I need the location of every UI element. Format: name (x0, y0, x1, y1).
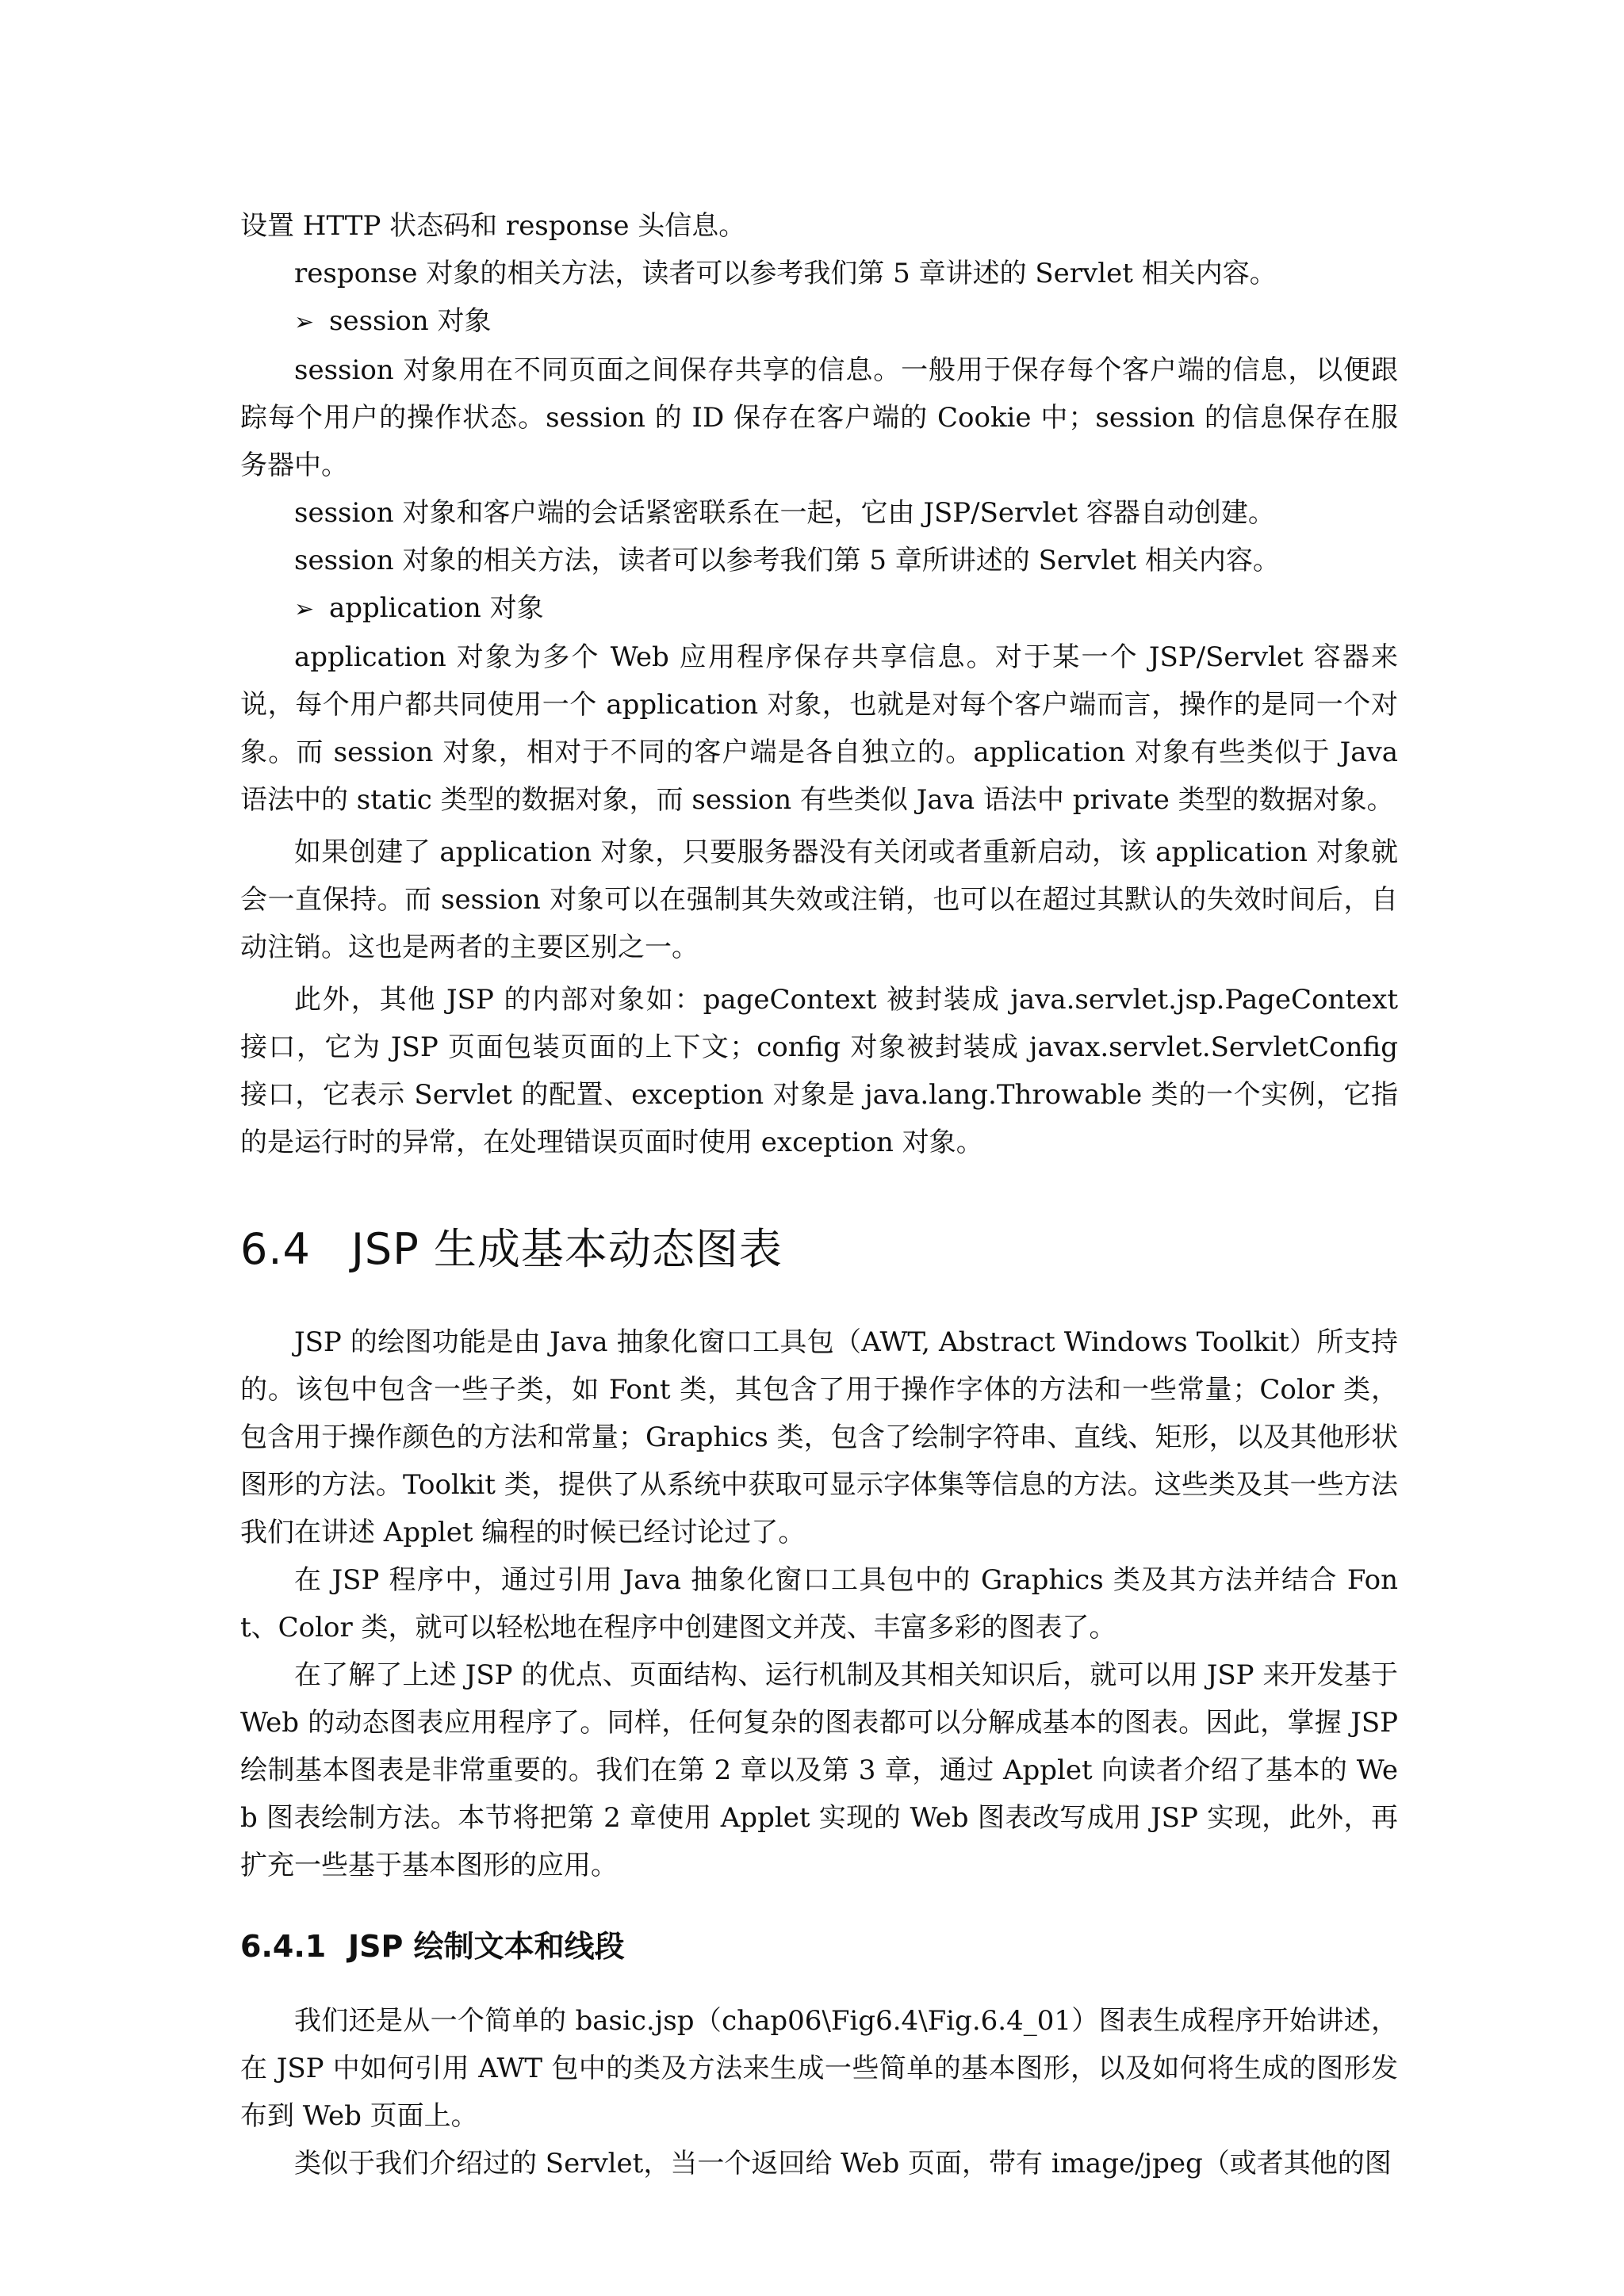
bullet-item-session (240, 297, 1398, 346)
bullet-label: application 对象 (329, 592, 544, 624)
paragraph: 如果创建了 application 对象，只要服务器没有关闭或者重新启动，该 application 对象就会一直保持。而 session 对象可以在强制其失效或注销，也可以在超过其默认的失效时间后，自动注销。这也是两者的主要区别之一。 (240, 836, 1398, 963)
paragraph: 设置 HTTP 状态码和 response 头信息。 (240, 210, 746, 242)
subsection-heading (240, 1924, 1398, 1969)
section-number: 6.4 (240, 1224, 311, 1274)
paragraph: 在 JSP 程序中，通过引用 Java 抽象化窗口工具包中的 Graphics 类及其方法并结合 Font、Color 类，就可以轻松地在程序中创建图文并茂、丰富多彩的图表了。 (240, 1564, 1398, 1644)
paragraph: session 对象用在不同页面之间保存共享的信息。一般用于保存每个客户端的信息，以便跟踪每个用户的操作状态。session 的 ID 保存在客户端的 Cookie 中；session 的信息保存在服务器中。 (240, 354, 1398, 481)
paragraph: session 对象的相关方法，读者可以参考我们第 5 章所讲述的 Servlet 相关内容。 (294, 545, 1280, 576)
paragraph: 我们还是从一个简单的 basic.jsp（chap06\Fig6.4\Fig.6.4_01）图表生成程序开始讲述，在 JSP 中如何引用 AWT 包中的类及方法来生成一些简单的基本图形，以及如何将生成的图形发布到 Web 页面上。 (240, 2005, 1398, 2132)
bullet-item-application (240, 584, 1398, 633)
section-heading (240, 1222, 1398, 1277)
paragraph: 此外，其他 JSP 的内部对象如：pageContext 被封装成 java.servlet.jsp.PageContext 接口，它为 JSP 页面包装页面的上下文；config 对象被封装成 javax.servlet.ServletConfig 接口，它表示 Servlet 的配置、exception 对象是 java.lang.Throwable 类的一个实例，它指的是运行时的异常，在处理错误页面时使用 exception 对象。 (240, 984, 1398, 1158)
arrow-bullet-icon: ➢ (294, 595, 315, 623)
subsection-title: JSP 绘制文本和线段 (348, 1929, 625, 1964)
paragraph: response 对象的相关方法，读者可以参考我们第 5 章讲述的 Servlet 相关内容。 (294, 258, 1277, 289)
subsection-number: 6.4.1 (240, 1929, 327, 1964)
section-title: JSP 生成基本动态图表 (351, 1224, 783, 1274)
bullet-label: session 对象 (329, 305, 492, 337)
paragraph: 类似于我们介绍过的 Servlet，当一个返回给 Web 页面，带有 image/jpeg（或者其他的图 (294, 2148, 1392, 2179)
document-page (240, 202, 1398, 2187)
paragraph: JSP 的绘图功能是由 Java 抽象化窗口工具包（AWT, Abstract Windows Toolkit）所支持的。该包中包含一些子类，如 Font 类，其包含了用于操作字体的方法和一些常量；Color 类，包含用于操作颜色的方法和常量；Graphics 类，包含了绘制字符串、直线、矩形，以及其他形状图形的方法。Toolkit 类，提供了从系统中获取可显示字体集等信息的方法。这些类及其一些方法我们在讲述 Applet 编程的时候已经讨论过了。 (240, 1326, 1398, 1548)
paragraph: application 对象为多个 Web 应用程序保存共享信息。对于某一个 JSP/Servlet 容器来说，每个用户都共同使用一个 application 对象，也就是对每个客户端而言，操作的是同一个对象。而 session 对象，相对于不同的客户端是各自独立的。application 对象有些类似于 Java 语法中的 static 类型的数据对象，而 session 有些类似 Java 语法中 private 类型的数据对象。 (240, 641, 1398, 816)
paragraph: 在了解了上述 JSP 的优点、页面结构、运行机制及其相关知识后，就可以用 JSP 来开发基于 Web 的动态图表应用程序了。同样，任何复杂的图表都可以分解成基本的图表。因此，掌握 JSP 绘制基本图表是非常重要的。我们在第 2 章以及第 3 章，通过 Applet 向读者介绍了基本的 Web 图表绘制方法。本节将把第 2 章使用 Applet 实现的 Web 图表改写成用 JSP 实现，此外，再扩充一些基于基本图形的应用。 (240, 1659, 1398, 1881)
paragraph: session 对象和客户端的会话紧密联系在一起，它由 JSP/Servlet 容器自动创建。 (294, 497, 1275, 529)
arrow-bullet-icon: ➢ (294, 308, 315, 336)
